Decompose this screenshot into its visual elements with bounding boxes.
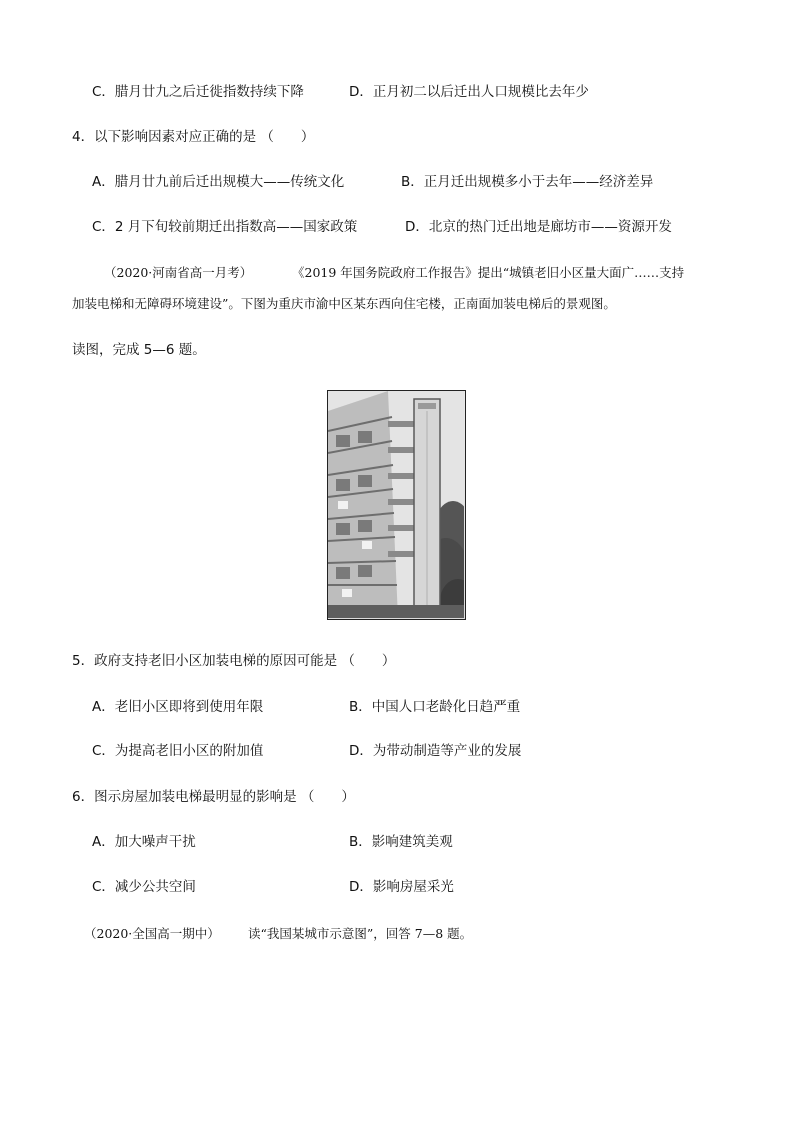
q3-option-c: C．腊月廿九之后迁徙指数持续下降 xyxy=(92,84,304,100)
q6-option-c: C．减少公共空间 xyxy=(92,879,196,895)
material-5-6-source: （2020·河南省高一月考） xyxy=(104,265,253,280)
material-7-8-text: 读“我国某城市示意图”，回答 7—8 题。 xyxy=(248,926,473,941)
q4-option-d: D．北京的热门迁出地是廊坊市——资源开发 xyxy=(405,219,672,235)
q5-option-a: A．老旧小区即将到使用年限 xyxy=(92,699,264,715)
q4-option-a: A．腊月廿九前后迁出规模大——传统文化 xyxy=(92,174,345,190)
q5-option-d: D．为带动制造等产业的发展 xyxy=(349,743,522,759)
material-7-8-source: （2020·全国高一期中） xyxy=(84,926,220,941)
material-5-6-instruction: 读图，完成 5—6 题。 xyxy=(72,342,206,358)
q6-option-d: D．影响房屋采光 xyxy=(349,879,454,895)
q5-option-c: C．为提高老旧小区的附加值 xyxy=(92,743,264,759)
q3-option-d: D．正月初二以后迁出人口规模比去年少 xyxy=(349,84,589,100)
building-photo-illustration xyxy=(328,391,464,618)
q5-option-b: B．中国人口老龄化日趋严重 xyxy=(349,699,521,715)
q5-stem: 5．政府支持老旧小区加装电梯的原因可能是 （ ） xyxy=(72,653,396,669)
material-5-6-text-line1: 《2019 年国务院政府工作报告》提出“城镇老旧小区量大面广……支持 xyxy=(292,265,685,280)
q6-stem: 6．图示房屋加装电梯最明显的影响是 （ ） xyxy=(72,789,355,805)
q4-option-c: C．2 月下旬较前期迁出指数高——国家政策 xyxy=(92,219,358,235)
material-5-6-text-line2: 加装电梯和无障碍环境建设”。下图为重庆市渝中区某东西向住宅楼，正南面加装电梯后的景观图。 xyxy=(72,296,616,311)
q6-option-b: B．影响建筑美观 xyxy=(349,834,453,850)
q4-stem: 4．以下影响因素对应正确的是 （ ） xyxy=(72,129,315,145)
q4-option-b: B．正月迁出规模多小于去年——经济差异 xyxy=(401,174,654,190)
building-elevator-photo xyxy=(327,390,466,620)
q6-option-a: A．加大噪声干扰 xyxy=(92,834,196,850)
